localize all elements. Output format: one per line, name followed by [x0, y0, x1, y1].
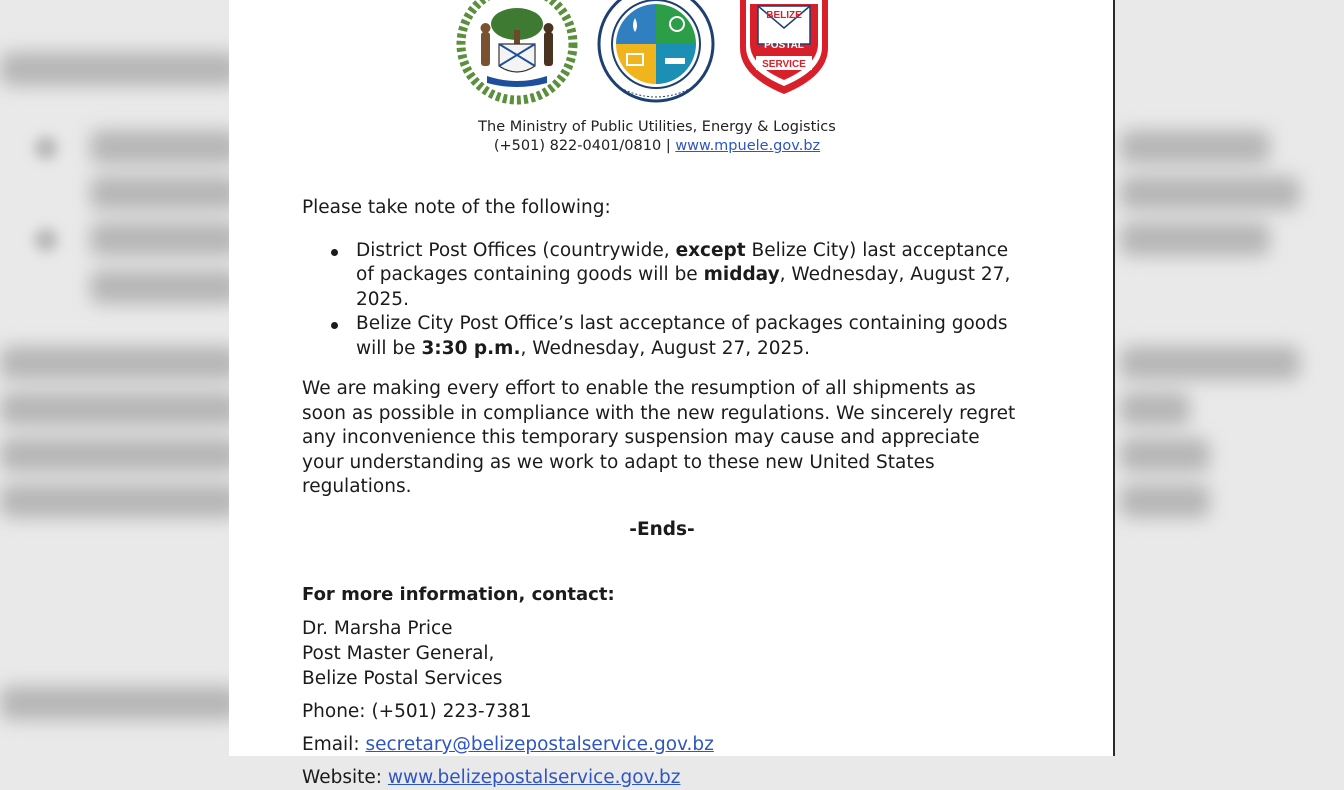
press-release-document: [229, 0, 1115, 788]
header-logos: [229, 0, 1113, 108]
contact-website-row: [302, 766, 1022, 790]
contact-email-row: [302, 733, 1022, 757]
ends-marker: -Ends-: [629, 518, 695, 540]
blurred-text: [1120, 392, 1190, 426]
belize-coat-of-arms-icon: [457, 0, 577, 104]
list-item: [302, 239, 1022, 313]
notice-body: [302, 196, 1022, 790]
bullet-icon: [331, 322, 338, 329]
contact-heading: For more information, contact:: [302, 584, 615, 605]
ministry-header: [229, 118, 1085, 156]
contact-name: Dr. Marsha Price: [302, 618, 453, 639]
contact-phone-row: [302, 700, 1022, 724]
bullet-icon: [331, 249, 338, 256]
blurred-text: [90, 176, 240, 210]
website-link[interactable]: www.belizepostalservice.gov.bz: [387, 767, 681, 788]
bullet-text: , Wednesday, August 27, 2025.: [356, 264, 1011, 310]
blurred-text: [90, 270, 240, 304]
notice-paragraph: We are making every effort to enable the resumption of all shipments as soon as possible in compliance with the new regulations. We sincerely regret any inconvenience this temporary suspension may cause and appreciate your understanding as we work to adapt to these new United States regulations.: [302, 378, 1016, 497]
blurred-text: [0, 484, 240, 518]
blurred-text: [90, 222, 240, 256]
ministry-website-link[interactable]: www.mpuele.gov.bz: [675, 138, 821, 154]
contact-person: [302, 616, 1022, 691]
ministry-separator: |: [665, 138, 671, 154]
blurred-text: [0, 52, 240, 86]
list-item: [302, 312, 1022, 361]
bullet-text: Belize City Post Office’s last acceptance of packages containing goods will be: [356, 313, 1008, 359]
email-label: Email:: [302, 734, 360, 755]
contact-title: Post Master General,: [302, 643, 495, 664]
ministry-phone: (+501) 822-0401/0810: [493, 138, 662, 154]
contact-org: Belize Postal Services: [302, 668, 503, 689]
bullet-bold: 3:30 p.m.: [421, 337, 521, 359]
postal-logo-line2: POSTAL: [764, 40, 804, 51]
belize-postal-service-shield-icon: [736, 0, 832, 96]
blurred-text: [1120, 346, 1300, 380]
blurred-text: [1120, 222, 1270, 256]
bullet-text: Belize City) last acceptance of packages containing goods will be: [356, 239, 1009, 285]
blurred-text: [1120, 130, 1270, 164]
blurred-text: [0, 438, 240, 472]
phone-label: Phone:: [302, 701, 366, 722]
email-link[interactable]: secretary@belizepostalservice.gov.bz: [365, 734, 714, 755]
blurred-text: [1120, 484, 1210, 518]
blurred-bullet: [34, 228, 58, 252]
bullet-bold: except: [675, 239, 746, 261]
notice-bullet-list: [302, 239, 1022, 362]
blurred-text: [1120, 176, 1300, 210]
blurred-text: [1120, 438, 1210, 472]
blurred-text: [90, 130, 240, 164]
blurred-bullet: [34, 136, 58, 160]
postal-logo-line1: BELIZE: [766, 10, 802, 21]
ministry-seal-icon: [595, 0, 717, 104]
phone-value: (+501) 223-7381: [371, 701, 532, 722]
blurred-text: [0, 392, 240, 426]
ministry-contact-line: [229, 137, 1085, 156]
postal-logo-line3: SERVICE: [762, 59, 806, 70]
intro-text: Please take note of the following:: [302, 197, 611, 218]
blurred-text: [0, 346, 240, 380]
bullet-text: District Post Offices (countrywide,: [356, 239, 676, 261]
bullet-bold: midday: [703, 264, 780, 285]
blurred-text: [0, 686, 240, 720]
website-label: Website:: [302, 767, 382, 788]
ministry-name: The Ministry of Public Utilities, Energy & Logistics: [478, 119, 836, 135]
bullet-text: , Wednesday, August 27, 2025.: [520, 337, 810, 359]
